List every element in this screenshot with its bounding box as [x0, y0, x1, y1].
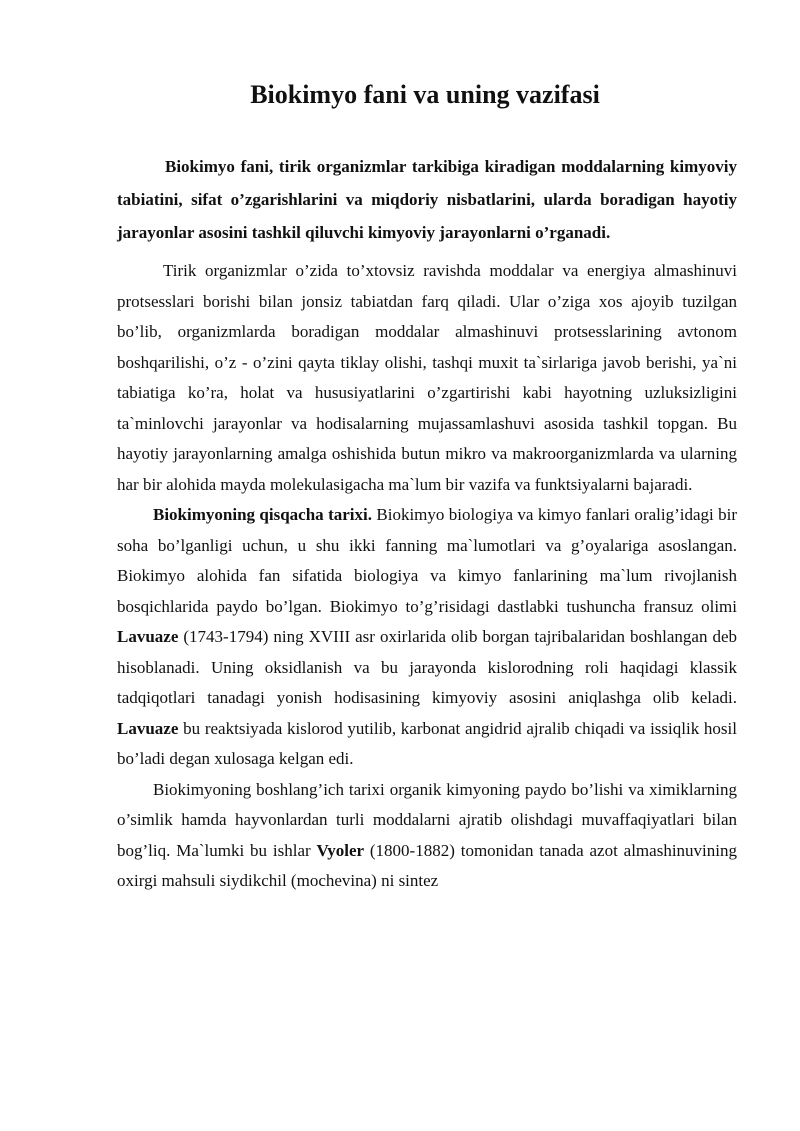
- paragraph-early-history: [117, 775, 737, 897]
- history-text-3: bu reaktsiyada kislorod yutilib, karbonat angidrid ajralib chiqadi va issiqlik hosil bo’ladi degan xulosaga kelgan edi.: [117, 718, 737, 768]
- intro-paragraph: Biokimyo fani, tirik organizmlar tarkibiga kiradigan moddalarning kimyoviy tabiatini, sifat o’zgarishlarini va miqdoriy nisbatlarini, ularda boradigan hayotiy jarayonlar asosini tashkil qiluvchi kimyoviy jarayonlarni o’rganadi.: [117, 157, 737, 242]
- early-history-text-1: Biokimyoning boshlang’ich tarixi organik kimyoning paydo bo’lishi va ximiklarning o’simlik hamda hayvonlardan turli moddalarni ajratib olishdagi muvaffaqiyatlari bilan bog’liq. Ma`lumki bu ishlar: [117, 779, 737, 860]
- document-body: [117, 150, 737, 897]
- document-title: Biokimyo fani va uning vazifasi: [250, 80, 600, 109]
- early-history-text-2: (1800-1882) tomonidan tanada azot almashinuvining oxirgi mahsuli siydikchil (mochevina) ni sintez: [117, 840, 737, 890]
- history-text-1: Biokimyo biologiya va kimyo fanlari oralig’idagi bir soha bo’lganligi uchun, u shu ikki fanning ma`lumotlari va g’oyalariga asoslangan. Biokimyo alohida fan sifatida biologiya va kimyo fanlarining ma`lum rivojlanish bosqichlarida paydo bo’lgan. Biokimyo to’g’risidagi dastlabki tushuncha fransuz olimi: [117, 505, 738, 616]
- scientist-name-vyoler: Vyoler: [316, 840, 365, 860]
- scientist-name-lavuaze-2: Lavuaze: [117, 718, 179, 738]
- scientist-name-lavuaze: Lavuaze: [117, 627, 179, 646]
- paragraph-organisms: Tirik organizmlar o’zida to’xtovsiz ravishda moddalar va energiya almashinuvi protsesslari borishi bilan jonsiz tabiatdan farq qiladi. Ular o’ziga xos ajoyib tuzilgan bo’lib, organizmlarda boradigan moddalar almashinuvi protsesslarining avtonom boshqarilishi, o’z - o’zini qayta tiklay olishi, tashqi muxit ta`sirlariga javob berishi, ya`ni tabiatiga ko’ra, holat va hususiyatlarini o’zgartirishi kabi hayotning uzluksizligini ta`minlovchi jarayonlar va hodisalarning mujassamlashuvi asosida tashkil topgan. Bu hayotiy jarayonlarning amalga oshishida butun mikro va makroorganizmlarda va ularning har bir alohida mayda molekulasigacha ma`lum bir vazifa va funktsiyalarni bajaradi.: [117, 261, 737, 494]
- history-text-2: (1743-1794) ning XVIII asr oxirlarida olib borgan tajribalaridan boshlangan deb hisoblanadi. Uning oksidlanish va bu jarayonda kislorodning roli haqidagi klassik tadqiqotlari tanadagi yonish hodisasining kimyoviy asosini aniqlashga olib keladi.: [117, 627, 737, 707]
- paragraph-history: [117, 500, 737, 775]
- history-heading: Biokimyoning qisqacha tarixi.: [153, 505, 372, 524]
